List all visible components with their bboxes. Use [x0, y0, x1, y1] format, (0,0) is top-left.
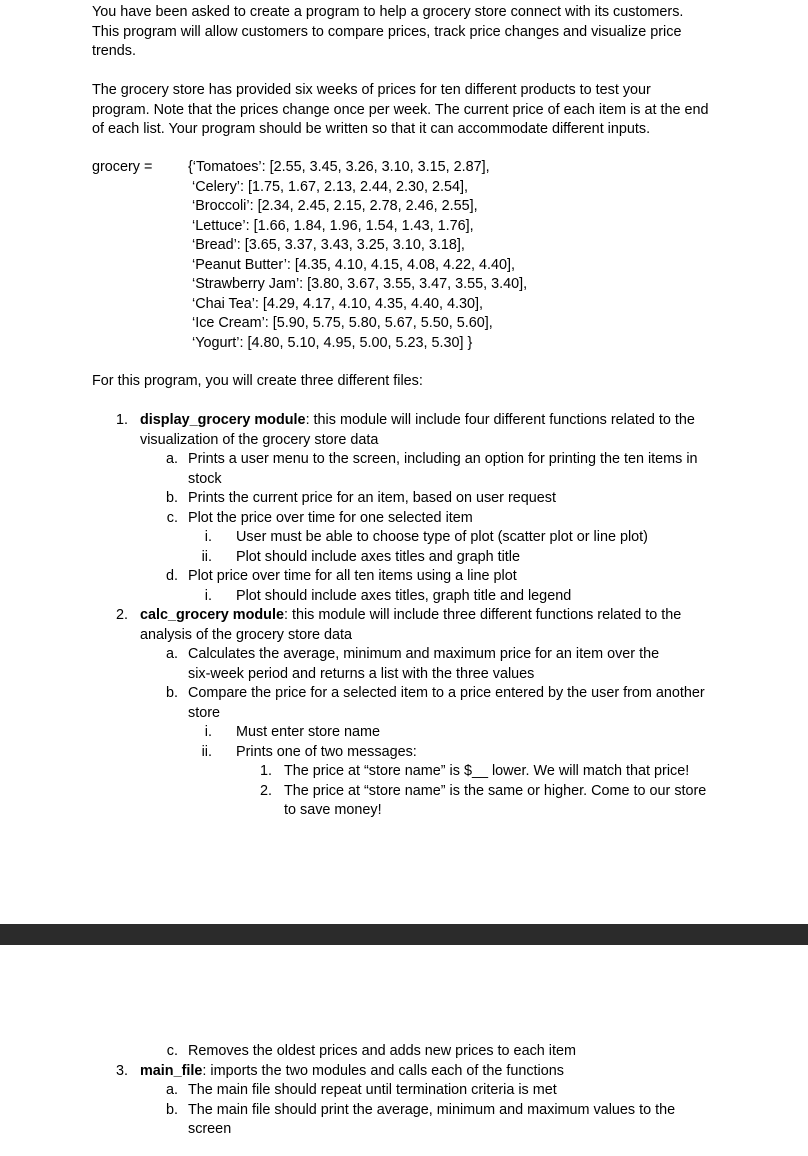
- list-item: Prints one of two messages:: [236, 743, 417, 760]
- list-marker: ii.: [201, 548, 212, 565]
- files-intro: For this program, you will create three different files:: [92, 373, 423, 389]
- list-marker: 1.: [115, 412, 128, 428]
- list-marker: b.: [165, 1101, 178, 1118]
- data-paragraph: The grocery store has provided six weeks of prices for ten different products to test your program. Note that the prices change once per week. The current price of each item is at the end of each list. Your program should be written so that it can accommodate different inputs.: [92, 82, 709, 137]
- list-item-continuation: analysis of the grocery store data: [140, 626, 352, 643]
- page-2: [0, 945, 808, 1156]
- module-name: calc_grocery module: [140, 607, 284, 623]
- list-item: The price at “store name” is the same or higher. Come to our store: [284, 782, 707, 799]
- list-item-continuation: stock: [188, 470, 222, 487]
- list-item-continuation: store: [188, 704, 220, 721]
- list-item: Must enter store name: [236, 724, 380, 740]
- list-marker: d.: [165, 568, 178, 584]
- list-marker: c.: [166, 1043, 178, 1059]
- list-item: Plot the price over time for one selected item: [188, 509, 473, 526]
- list-marker: b.: [165, 490, 178, 506]
- list-item: Calculates the average, minimum and maximum price for an item over the: [188, 646, 660, 662]
- code-line: ‘Broccoli’: [2.34, 2.45, 2.15, 2.78, 2.46, 2.55],: [192, 198, 478, 214]
- module-name: main_file: [140, 1062, 203, 1079]
- code-line: ‘Chai Tea’: [4.29, 4.17, 4.10, 4.35, 4.40, 4.30],: [192, 295, 483, 312]
- code-line: ‘Bread’: [3.65, 3.37, 3.43, 3.25, 3.10, 3.18],: [192, 237, 465, 253]
- list-marker: i.: [204, 587, 212, 604]
- list-marker: a.: [165, 646, 178, 662]
- list-marker: a.: [165, 451, 178, 467]
- page-break-bar: [0, 924, 808, 945]
- list-marker: ii.: [201, 743, 212, 760]
- list-item: The main file should print the average, minimum and maximum values to the: [188, 1101, 676, 1118]
- list-marker: 3.: [115, 1062, 128, 1079]
- code-line: ‘Ice Cream’: [5.90, 5.75, 5.80, 5.67, 5.50, 5.60],: [192, 315, 493, 331]
- code-label: grocery =: [92, 159, 153, 175]
- list-item: Removes the oldest prices and adds new prices to each item: [188, 1043, 576, 1059]
- list-item: Prints the current price for an item, based on user request: [188, 490, 556, 506]
- code-line: ‘Yogurt’: [4.80, 5.10, 4.95, 5.00, 5.23, 5.30] }: [192, 334, 473, 351]
- list-item: Prints a user menu to the screen, including an option for printing the ten items in: [188, 451, 698, 467]
- list-item-display-grocery: display_grocery module: this module will include four different functions related to the: [140, 412, 695, 428]
- code-line: ‘Lettuce’: [1.66, 1.84, 1.96, 1.54, 1.43, 1.76],: [192, 217, 474, 234]
- code-line: ‘Celery’: [1.75, 1.67, 2.13, 2.44, 2.30, 2.54],: [192, 178, 469, 195]
- list-item: Plot should include axes titles, graph title and legend: [236, 587, 572, 604]
- list-item-continuation: screen: [188, 1121, 232, 1137]
- code-line: ‘Peanut Butter’: [4.35, 4.10, 4.15, 4.08, 4.22, 4.40],: [192, 256, 515, 273]
- list-marker: c.: [166, 509, 178, 526]
- list-item-continuation: six-week period and returns a list with the three values: [188, 665, 535, 682]
- list-item-continuation: visualization of the grocery store data: [140, 431, 379, 448]
- list-item: The price at “store name” is $__ lower. We will match that price!: [284, 763, 690, 779]
- list-marker: 1.: [259, 763, 272, 779]
- list-item: User must be able to choose type of plot (scatter plot or line plot): [236, 529, 648, 545]
- list-item-continuation: to save money!: [284, 802, 382, 818]
- list-item: Plot should include axes titles and graph title: [236, 548, 520, 565]
- list-item: Compare the price for a selected item to a price entered by the user from another: [188, 685, 705, 701]
- list-marker: a.: [165, 1082, 178, 1098]
- list-item-calc-grocery: calc_grocery module: this module will include three different functions related to the: [140, 607, 682, 623]
- list-marker: b.: [165, 685, 178, 701]
- list-marker: i.: [204, 529, 212, 545]
- list-marker: 2.: [115, 607, 128, 623]
- code-line: {‘Tomatoes’: [2.55, 3.45, 3.26, 3.10, 3.15, 2.87],: [188, 159, 490, 175]
- list-item: Plot price over time for all ten items using a line plot: [188, 568, 517, 584]
- module-name: display_grocery module: [140, 412, 306, 428]
- list-item: The main file should repeat until termination criteria is met: [188, 1082, 557, 1098]
- list-item-main-file: main_file: imports the two modules and calls each of the functions: [140, 1062, 564, 1079]
- intro-paragraph: You have been asked to create a program to help a grocery store connect with its customers. This program will allow customers to compare prices, track price changes and visualize price trends.: [92, 4, 684, 59]
- code-line: ‘Strawberry Jam’: [3.80, 3.67, 3.55, 3.47, 3.55, 3.40],: [192, 276, 528, 292]
- list-marker: 2.: [259, 782, 272, 799]
- list-marker: i.: [204, 724, 212, 740]
